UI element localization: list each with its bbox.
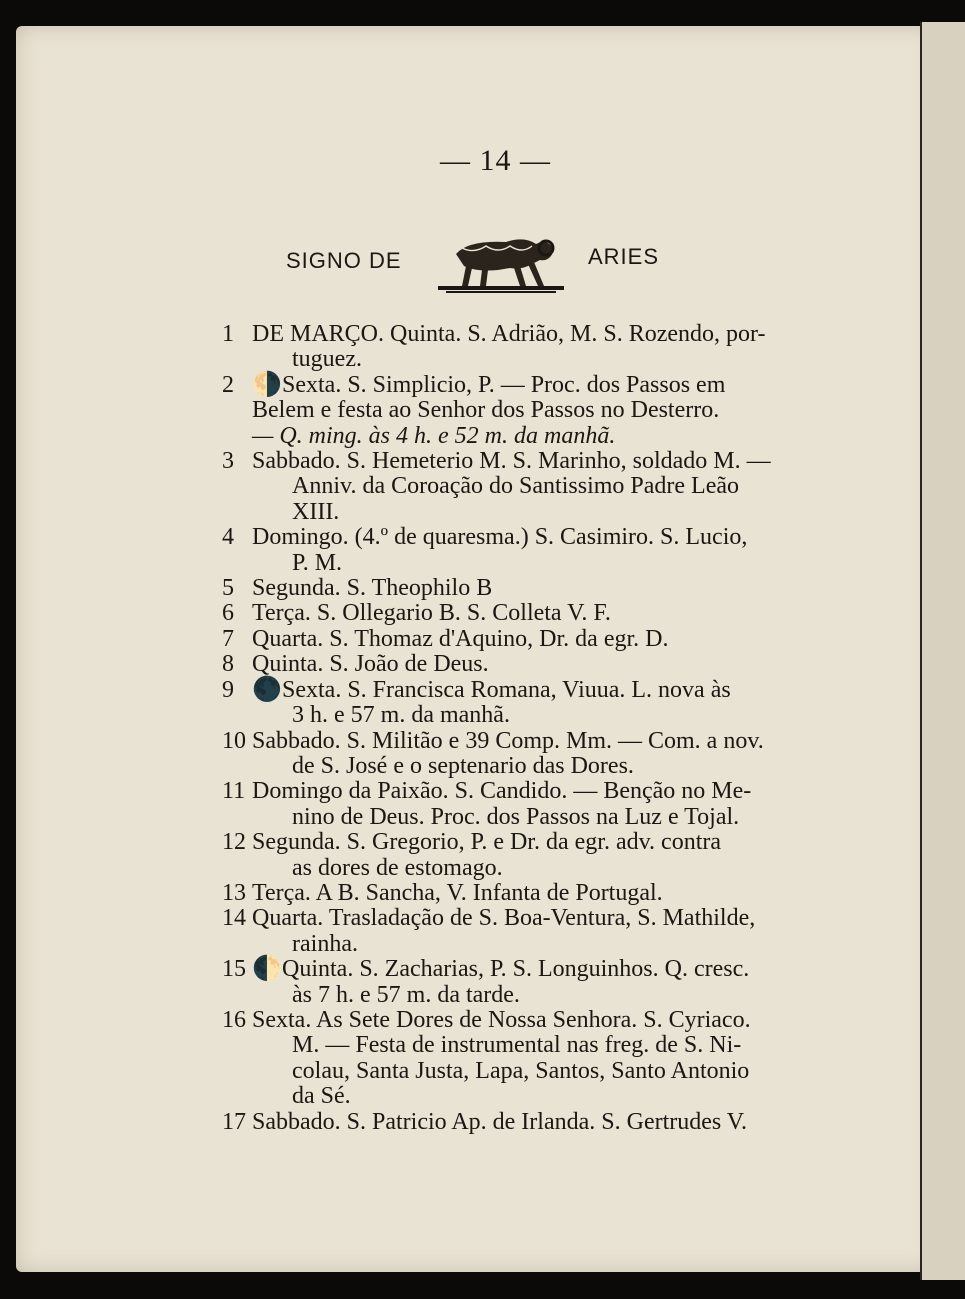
calendar-entry bbox=[222, 830, 812, 881]
day-number: 15 bbox=[222, 956, 246, 983]
entry-line: Domingo da Paixão. S. Candido. — Benção no Me- bbox=[252, 778, 752, 805]
calendar-entry bbox=[222, 601, 812, 626]
entry-line: M. — Festa de instrumental nas freg. de S. Ni- bbox=[292, 1032, 742, 1059]
day-number: 14 bbox=[222, 905, 246, 932]
day-number: 10 bbox=[222, 727, 246, 754]
calendar-entry bbox=[222, 957, 812, 1008]
entry-line: XIII. bbox=[292, 498, 340, 525]
entry-line: Quarta. S. Thomaz d'Aquino, Dr. da egr. D. bbox=[252, 625, 669, 652]
day-number: 6 bbox=[222, 600, 234, 627]
entry-line: as dores de estomago. bbox=[292, 854, 503, 881]
entry-line: Sabbado. S. Militão e 39 Comp. Mm. — Com. a nov. bbox=[252, 727, 764, 754]
entry-line: P. M. bbox=[292, 549, 343, 576]
day-number: 3 bbox=[222, 448, 234, 475]
day-number: 12 bbox=[222, 829, 246, 856]
calendar-entry bbox=[222, 779, 812, 830]
entry-line: Anniv. da Coroação do Santissimo Padre Leão bbox=[292, 473, 740, 500]
entry-line: Segunda. S. Gregorio, P. e Dr. da egr. adv. contra bbox=[252, 829, 722, 856]
day-number: 1 bbox=[222, 321, 234, 347]
signo-label: SIGNO DE bbox=[286, 248, 402, 273]
facing-page-edge bbox=[920, 22, 965, 1280]
calendar-entry bbox=[222, 627, 812, 652]
zodiac-heading bbox=[268, 224, 708, 304]
entry-line: tuguez. bbox=[292, 346, 362, 373]
entry-line: de S. José e o septenario das Dores. bbox=[292, 752, 634, 779]
calendar-entry bbox=[222, 322, 812, 373]
entry-line: Belem e festa ao Senhor dos Passos no Desterro. bbox=[252, 397, 720, 424]
calendar-entry bbox=[222, 525, 812, 576]
moon-phase-icon: 🌓 bbox=[252, 956, 282, 983]
calendar-entry bbox=[222, 729, 812, 780]
entry-line: nino de Deus. Proc. dos Passos na Luz e Tojal. bbox=[292, 803, 740, 830]
entry-line: Sexta. S. Francisca Romana, Viuua. L. nova às bbox=[282, 676, 731, 703]
entry-line: às 7 h. e 57 m. da tarde. bbox=[292, 981, 520, 1008]
calendar-entry bbox=[222, 1110, 812, 1135]
calendar-entry bbox=[222, 449, 812, 525]
calendar-entries bbox=[222, 322, 812, 1135]
calendar-entry bbox=[222, 373, 812, 449]
calendar-entry bbox=[222, 1008, 812, 1110]
ram-icon bbox=[436, 224, 566, 298]
entry-line: rainha. bbox=[292, 930, 358, 957]
moon-phase-icon: 🌗 bbox=[252, 371, 282, 398]
entry-line: Sabbado. S. Patricio Ap. de Irlanda. S. Gertrudes V. bbox=[252, 1108, 748, 1135]
entry-line: da Sé. bbox=[292, 1083, 351, 1110]
day-number: 17 bbox=[222, 1108, 246, 1135]
sign-name: ARIES bbox=[588, 244, 660, 269]
entry-line: Domingo. (4.º de quaresma.) S. Casimiro. S. Lucio, bbox=[252, 524, 748, 551]
entry-line: Terça. A B. Sancha, V. Infanta de Portugal. bbox=[252, 879, 663, 906]
calendar-entry bbox=[222, 652, 812, 677]
entry-line: Sexta. As Sete Dores de Nossa Senhora. S. Cyriaco. bbox=[252, 1006, 751, 1033]
day-number: 9 bbox=[222, 676, 234, 703]
day-number: 7 bbox=[222, 625, 234, 652]
day-number: 16 bbox=[222, 1006, 246, 1033]
entry-line: Terça. S. Ollegario B. S. Colleta V. F. bbox=[252, 600, 611, 627]
day-number: 13 bbox=[222, 879, 246, 906]
calendar-entry bbox=[222, 678, 812, 729]
entry-line: Sexta. S. Simplicio, P. — Proc. dos Passos em bbox=[282, 371, 726, 398]
entry-line: Segunda. S. Theophilo B bbox=[252, 575, 493, 602]
day-number: 11 bbox=[222, 778, 246, 805]
entry-line: Quinta. S. Zacharias, P. S. Longuinhos. Q. cresc. bbox=[282, 956, 750, 983]
page-number: — 14 — bbox=[440, 144, 551, 177]
entry-line: — Q. ming. às 4 h. e 52 m. da manhã. bbox=[252, 422, 616, 449]
entry-line: 3 h. e 57 m. da manhã. bbox=[292, 702, 510, 729]
day-number: 2 bbox=[222, 371, 234, 398]
entry-line: DE MARÇO. Quinta. S. Adrião, M. S. Rozendo, por- bbox=[252, 321, 766, 347]
calendar-entry bbox=[222, 576, 812, 601]
entry-line: Quinta. S. João de Deus. bbox=[252, 651, 489, 678]
day-number: 5 bbox=[222, 575, 234, 602]
day-number: 8 bbox=[222, 651, 234, 678]
day-number: 4 bbox=[222, 524, 234, 551]
entry-line: Sabbado. S. Hemeterio M. S. Marinho, soldado M. — bbox=[252, 448, 771, 475]
calendar-entry bbox=[222, 906, 812, 957]
moon-phase-icon: 🌑 bbox=[252, 676, 282, 703]
calendar-entry bbox=[222, 881, 812, 906]
entry-line: colau, Santa Justa, Lapa, Santos, Santo Antonio bbox=[292, 1057, 750, 1084]
entry-line: Quarta. Trasladação de S. Boa-Ventura, S. Mathilde, bbox=[252, 905, 756, 932]
